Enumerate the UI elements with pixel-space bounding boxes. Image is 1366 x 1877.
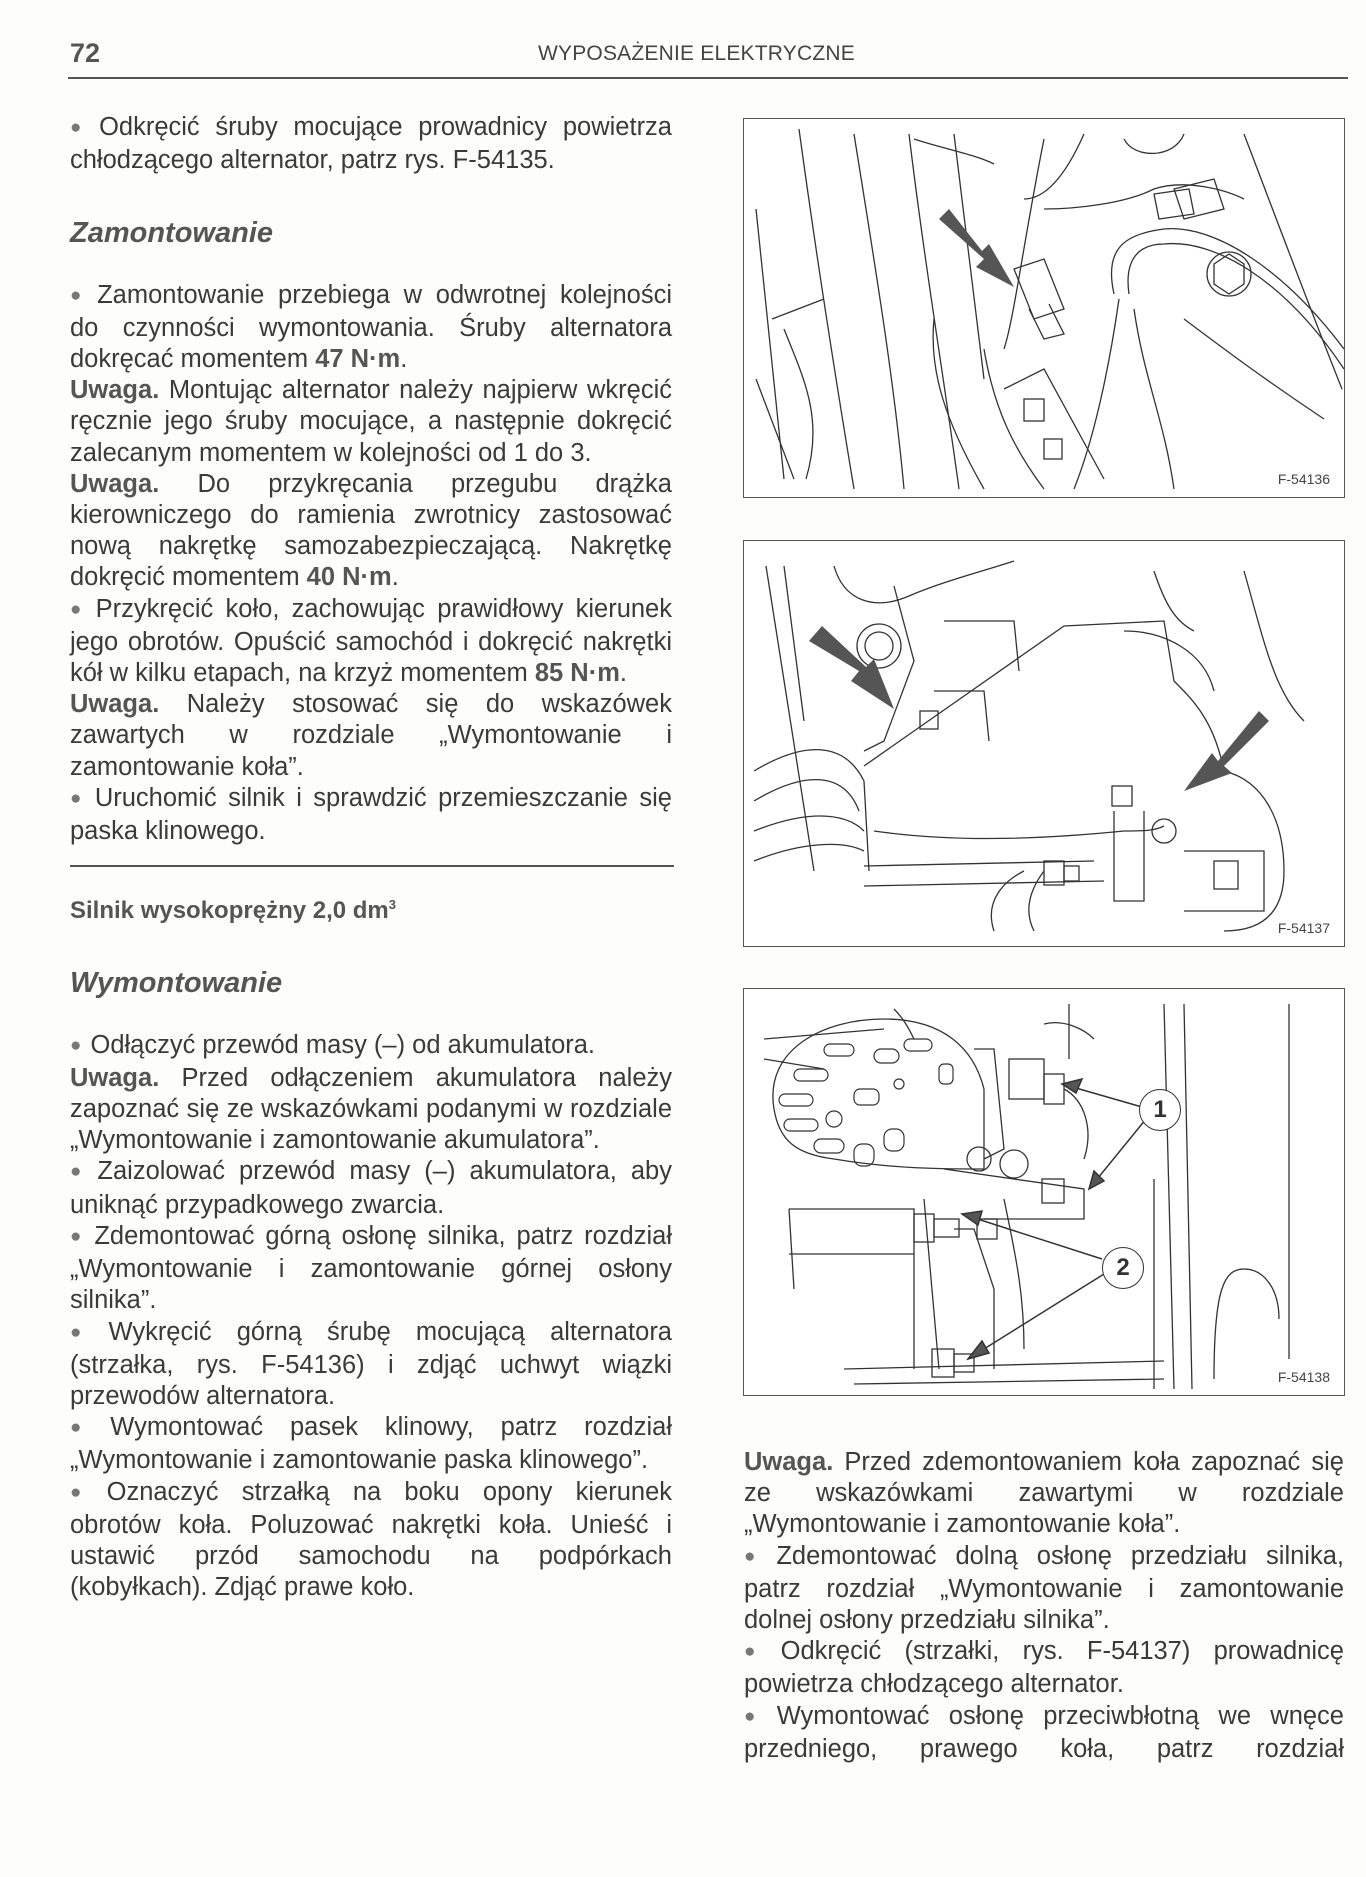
callout-2: 2 [1102,1247,1144,1289]
torque-value: 40 N·m [306,563,392,592]
figure-label: F-54136 [1277,471,1330,487]
running-title: WYPOSAŻENIE ELEKTRYCZNE [538,42,855,65]
left-column [70,112,672,1603]
callout-1: 1 [1139,1089,1181,1131]
arrow-icon [744,119,1344,497]
intro-bullet: ● Odkręcić śruby mocujące prowadnicy powietrza chłodzącego alternator, patrz rys. F-54135. [70,112,672,176]
removal-bullet: ● Wykręcić górną śrubę mocującą alternatora (strzałka, rys. F-54136) i zdjąć uchwyt wiązki przewodów alternatora. [70,1317,672,1413]
note-paragraph: Uwaga. Przed zdemontowaniem koła zapoznać się ze wskazówkami zawartymi w rozdziale „Wymontowanie i zamontowanie koła”. [744,1448,1344,1539]
removal-bullet: ● Oznaczyć strzałką na boku opony kierunek obrotów koła. Poluzować nakrętki koła. Unieść i ustawić przód samochodu na podpórkach (kobyłkach). Zdjąć prawe koło. [70,1477,672,1604]
figure-f54138 [743,988,1345,1396]
figure-f54136 [743,118,1345,498]
note-paragraph: Uwaga. Należy stosować się do wskazówek zawartych w rozdziale „Wymontowanie i zamontowanie koła”. [70,690,672,781]
wheel-bullet: ● Przykręcić koło, zachowując prawidłowy kierunek jego obrotów. Opuścić samochód i dokręcić nakrętki kół w kilku etapach, na krzyż momentem 85 N·m. [70,594,672,690]
note-paragraph: Uwaga. Montując alternator należy najpierw wkręcić ręcznie jego śruby mocujące, a następnie dokręcić zalecanym momentem w kolejności od 1 do 3. [70,376,672,467]
removal-bullet: ● Zdemontować górną osłonę silnika, patrz rozdział „Wymontowanie i zamontowanie górnej osłony silnika”. [70,1221,672,1317]
removal-bullet: ● Wymontować pasek klinowy, patrz rozdział „Wymontowanie i zamontowanie paska klinowego”. [70,1412,672,1476]
right-bullet: ● Zdemontować dolną osłonę przedziału silnika, patrz rozdział „Wymontowanie i zamontowanie dolnej osłony przedziału silnika”. [744,1541,1344,1637]
removal-bullet: ● Zaizolować przewód masy (–) akumulatora, aby uniknąć przypadkowego zwarcia. [70,1156,672,1220]
page-number: 72 [70,38,101,68]
torque-value: 85 N·m [534,659,620,688]
arrow-icon [744,541,1344,946]
right-column [744,1447,1344,1765]
install-heading: Zamontowanie [70,217,274,250]
torque-value: 47 N·m [315,345,401,374]
callout-leaders [744,989,1344,1395]
removal-heading: Wymontowanie [70,967,283,1000]
section-rule [70,865,674,867]
right-bullet: ● Wymontować osłonę przeciwbłotną we wnęce przedniego, prawego koła, patrz rozdział [744,1701,1344,1765]
figure-f54137 [743,540,1345,947]
header-rule [68,77,1348,79]
right-bullet: ● Odkręcić (strzałki, rys. F-54137) prowadnicę powietrza chłodzącego alternator. [744,1636,1344,1700]
start-bullet: ● Uruchomić silnik i sprawdzić przemieszczanie się paska klinowego. [70,783,672,847]
install-bullet: ● Zamontowanie przebiega w odwrotnej kolejności do czynności wymontowania. Śruby alternatora dokręcać momentem 47 N·m. [70,280,672,376]
removal-bullet: ● Odłączyć przewód masy (–) od akumulatora. [70,1030,672,1063]
figure-label: F-54138 [1277,1369,1330,1385]
diesel-section-title: Silnik wysokoprężny 2,0 $dm^3$ [70,897,397,925]
note-paragraph: Uwaga. Przed odłączeniem akumulatora należy zapoznać się ze wskazówkami podanymi w rozdziale „Wymontowanie i zamontowanie akumulatora”. [70,1063,672,1155]
note-paragraph: Uwaga. Do przykręcania przegubu drążka kierowniczego do ramienia zwrotnicy zastosować nową nakrętkę samozabezpieczającą. Nakrętkę dokręcić momentem 40 N·m. [70,469,672,592]
figure-label: F-54137 [1277,920,1330,936]
